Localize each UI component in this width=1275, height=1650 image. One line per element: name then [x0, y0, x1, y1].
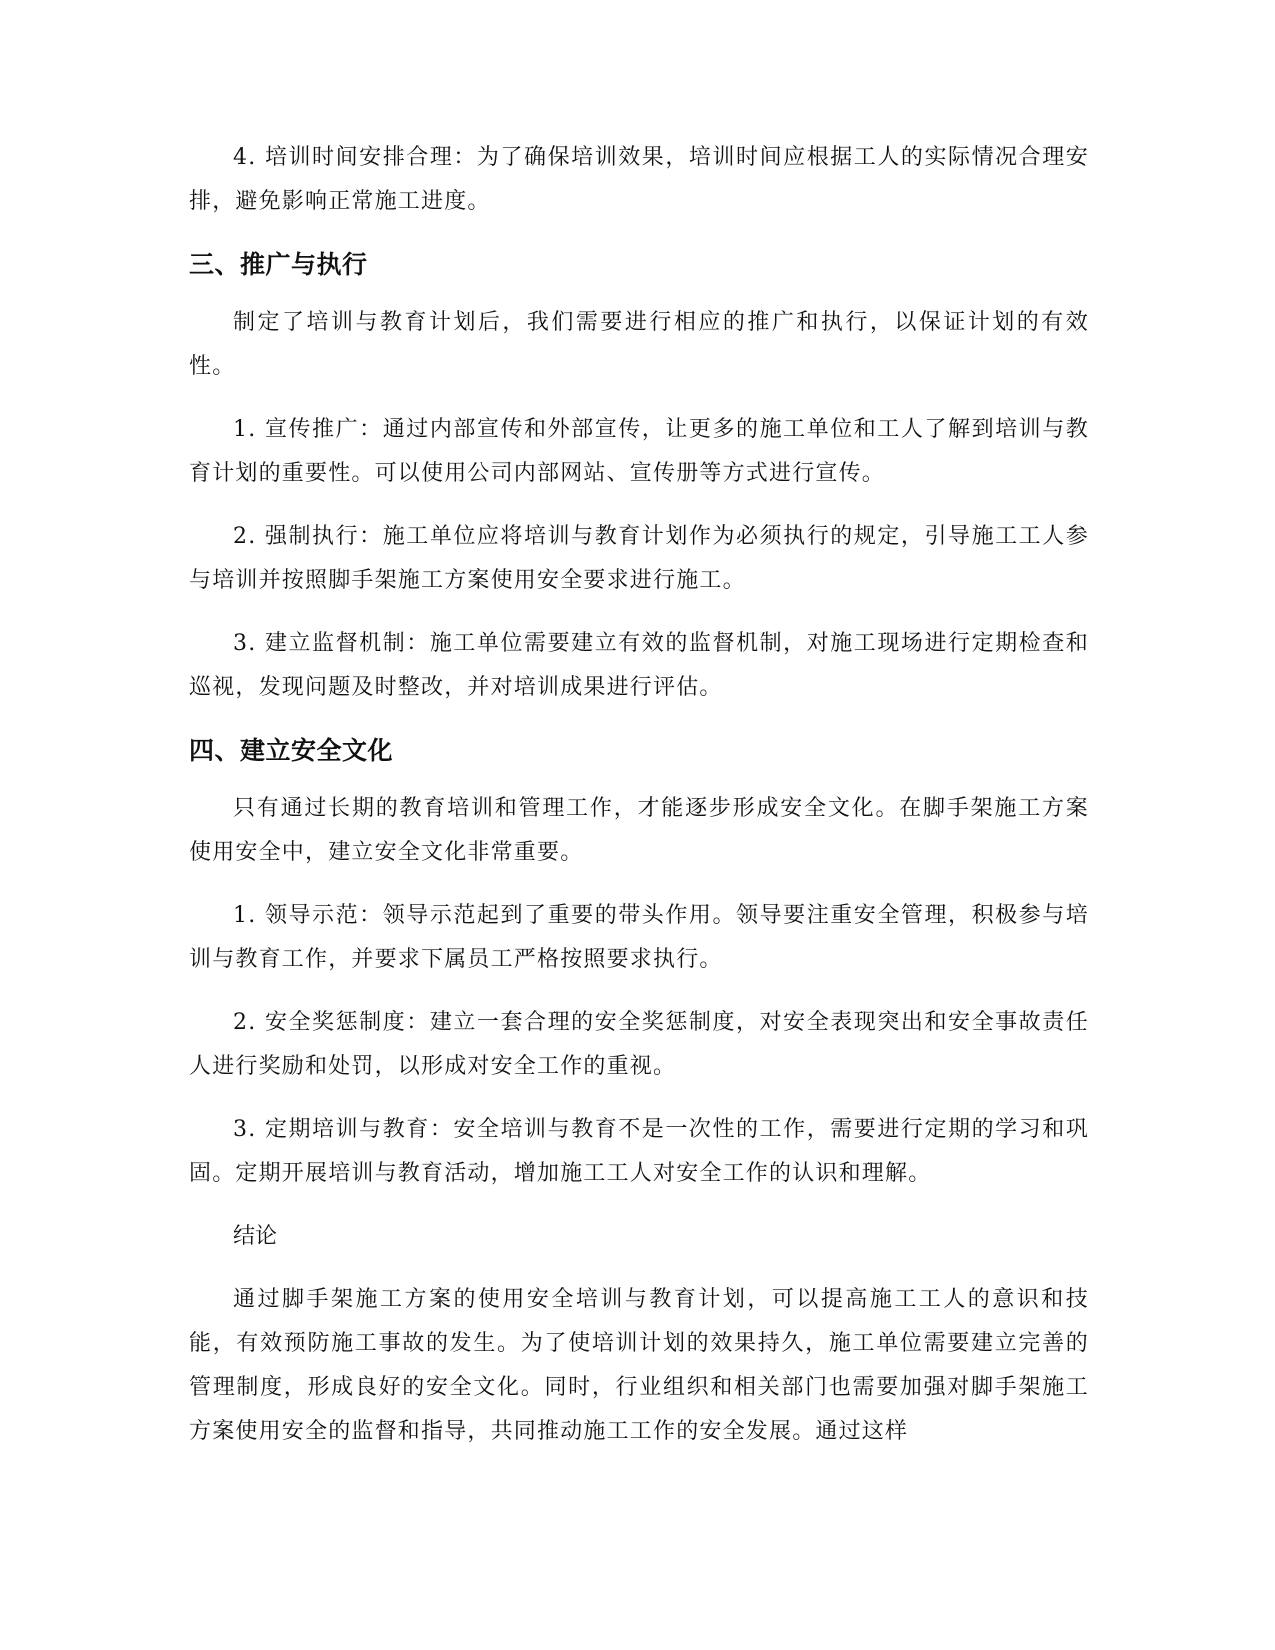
paragraph-leadership: 1. 领导示范：领导示范起到了重要的带头作用。领导要注重安全管理，积极参与培训与教育工作，并要求下属员工严格按照要求执行。	[189, 903, 1089, 972]
document-page	[189, 136, 1089, 1473]
paragraph-supervision: 3. 建立监督机制：施工单位需要建立有效的监督机制，对施工现场进行定期检查和巡视，发现问题及时整改，并对培训成果进行评估。	[189, 631, 1089, 700]
paragraph-regular-training: 3. 定期培训与教育：安全培训与教育不是一次性的工作，需要进行定期的学习和巩固。定期开展培训与教育活动，增加施工工人对安全工作的认识和理解。	[189, 1117, 1089, 1186]
section-heading-promotion: 三、推广与执行	[189, 250, 368, 279]
section-heading-safety-culture: 四、建立安全文化	[189, 736, 394, 765]
paragraph-reward-penalty: 2. 安全奖惩制度：建立一套合理的安全奖惩制度，对安全表现突出和安全事故责任人进行奖励和处罚，以形成对安全工作的重视。	[189, 1010, 1089, 1079]
paragraph-training-schedule: 4. 培训时间安排合理：为了确保培训效果，培训时间应根据工人的实际情况合理安排，避免影响正常施工进度。	[189, 145, 1089, 214]
paragraph-culture-intro: 只有通过长期的教育培训和管理工作，才能逐步形成安全文化。在脚手架施工方案使用安全中，建立安全文化非常重要。	[189, 796, 1089, 865]
paragraph-enforcement: 2. 强制执行：施工单位应将培训与教育计划作为必须执行的规定，引导施工工人参与培训并按照脚手架施工方案使用安全要求进行施工。	[189, 524, 1089, 593]
paragraph-conclusion: 通过脚手架施工方案的使用安全培训与教育计划，可以提高施工工人的意识和技能，有效预防施工事故的发生。为了使培训计划的效果持久，施工单位需要建立完善的管理制度，形成良好的安全文化。同时，行业组织和相关部门也需要加强对脚手架施工方案使用安全的监督和指导，共同推动施工工作的安全发展。通过这样	[189, 1287, 1089, 1444]
conclusion-label: 结论	[233, 1224, 278, 1249]
paragraph-publicity: 1. 宣传推广：通过内部宣传和外部宣传，让更多的施工单位和工人了解到培训与教育计划的重要性。可以使用公司内部网站、宣传册等方式进行宣传。	[189, 417, 1089, 486]
paragraph-promotion-intro: 制定了培训与教育计划后，我们需要进行相应的推广和执行，以保证计划的有效性。	[189, 310, 1089, 379]
